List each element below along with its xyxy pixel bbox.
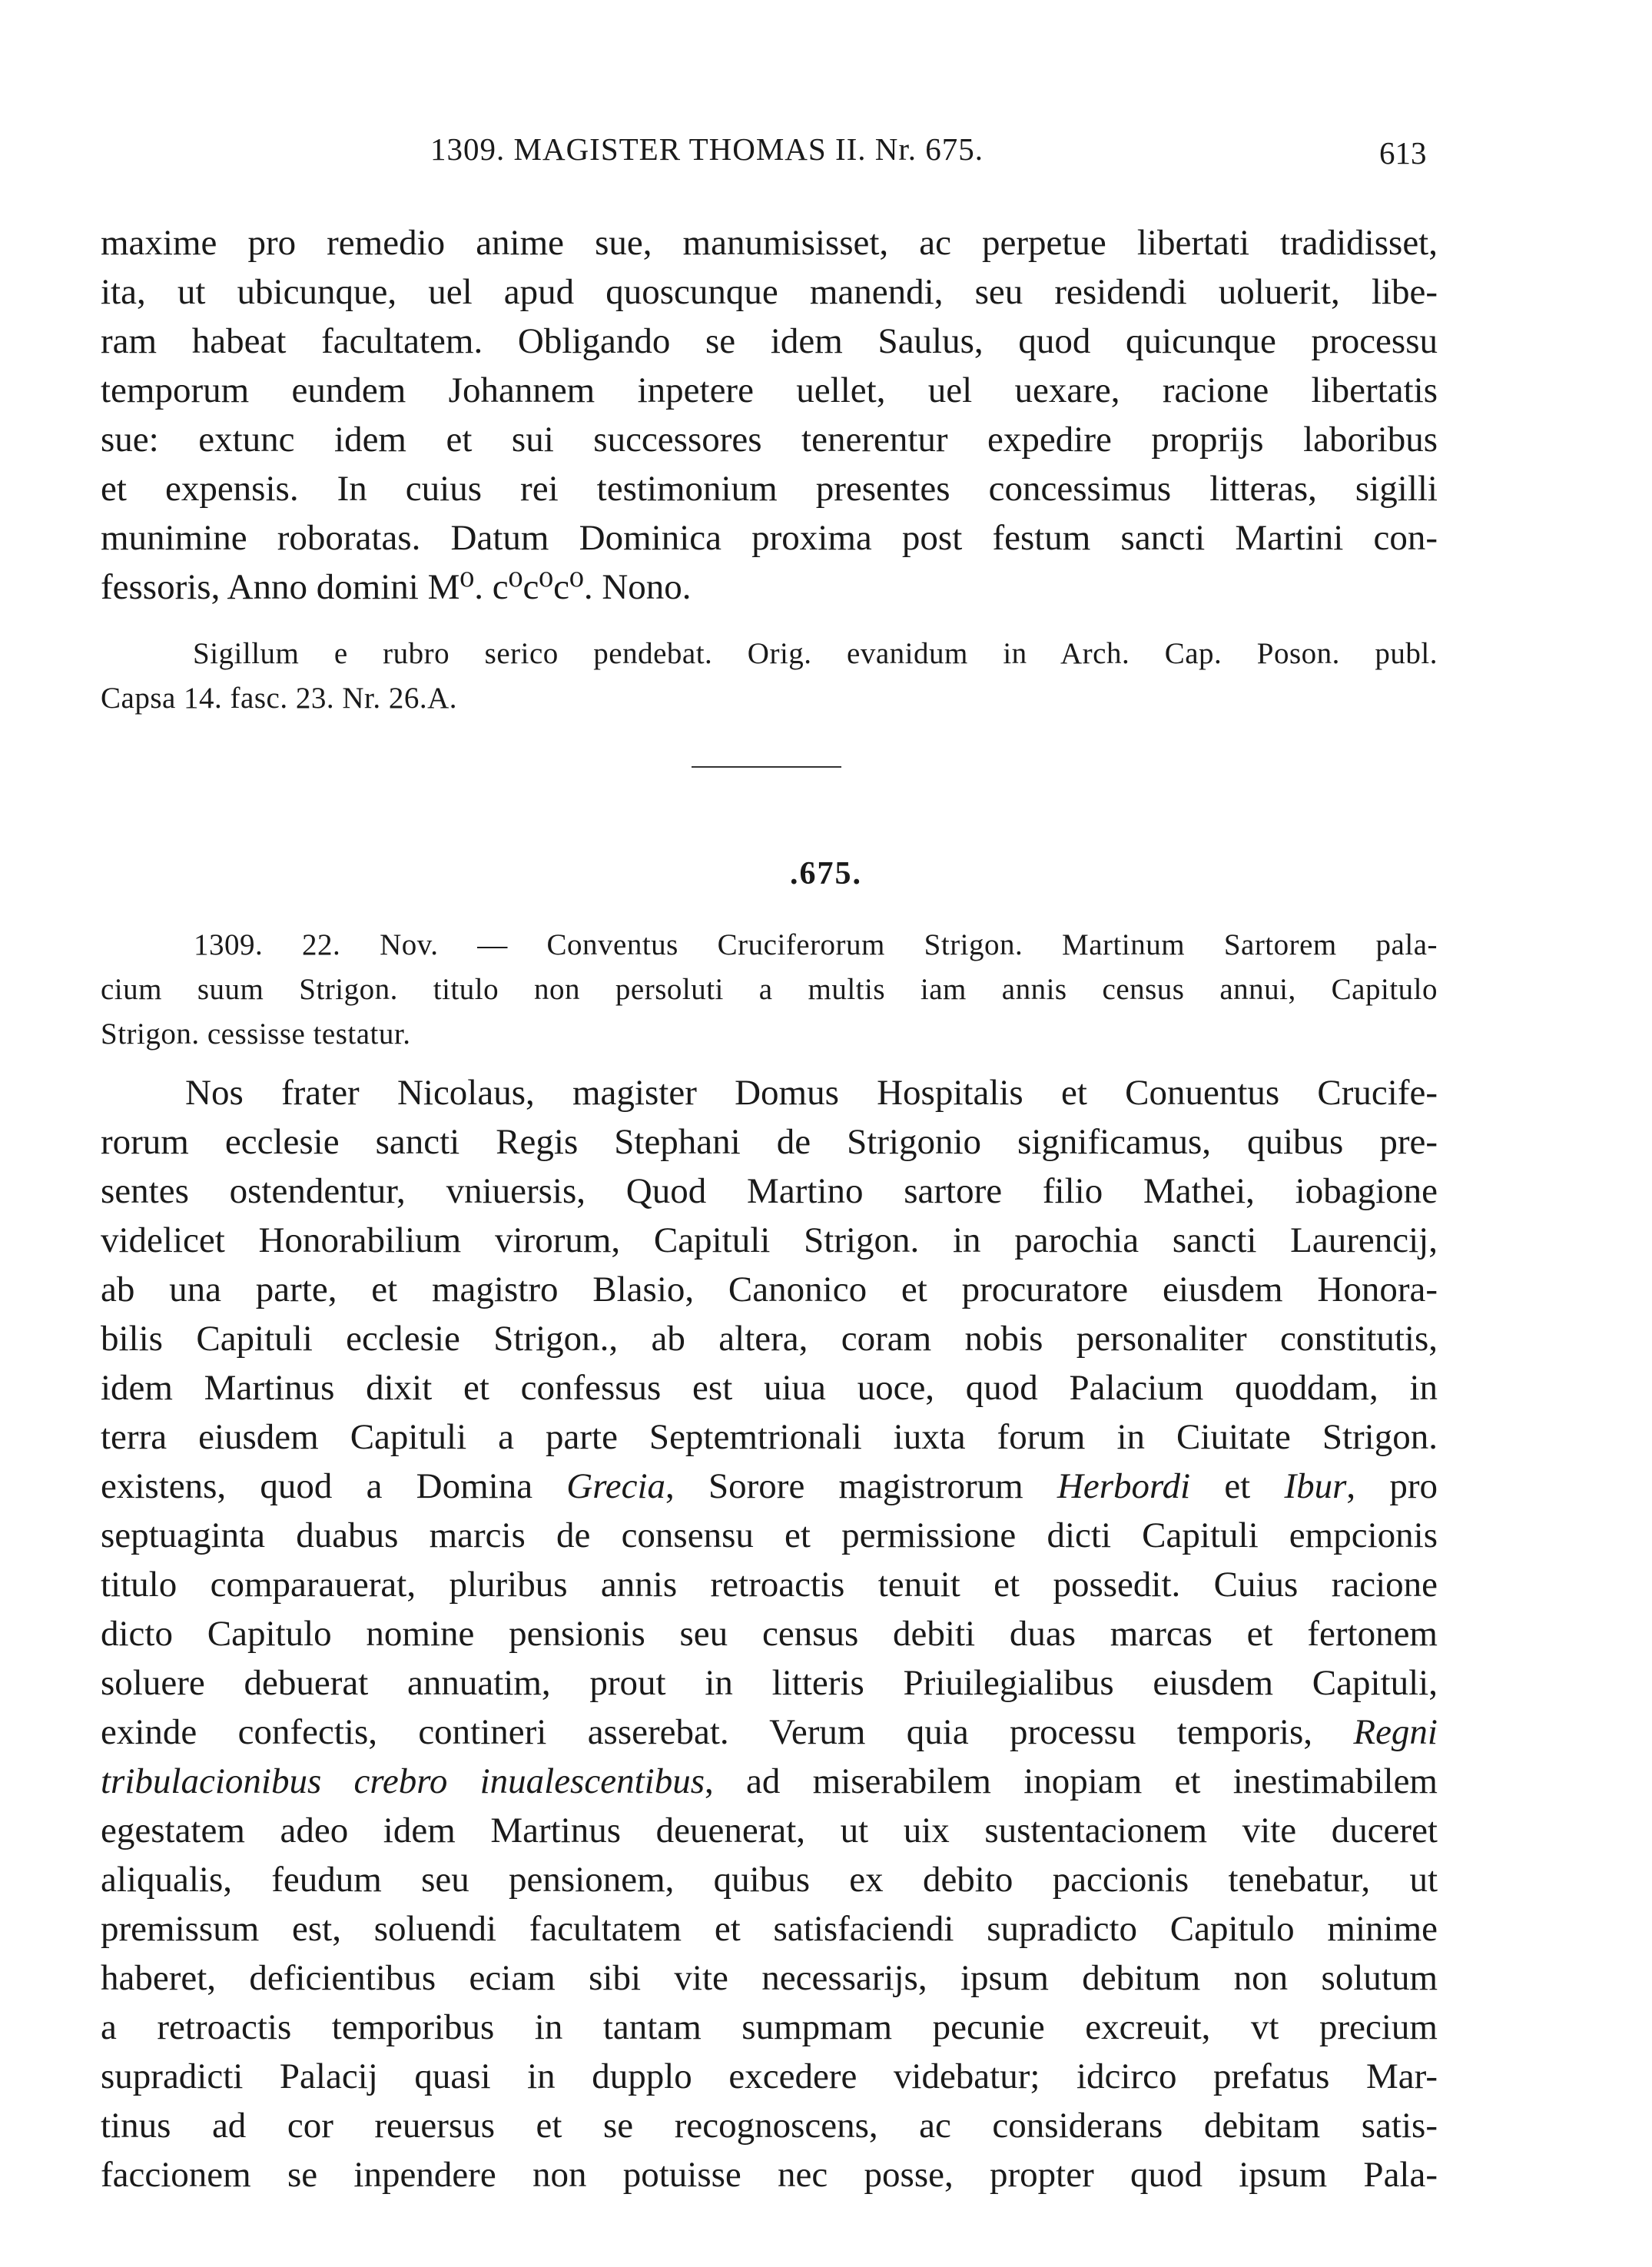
source-note bbox=[101, 632, 1438, 721]
text-line: supradicti Palacij quasi in dupplo excedere videbatur; idcirco prefatus Mar- bbox=[101, 2056, 1438, 2096]
running-head: 1309. MAGISTER THOMAS II. Nr. 675. bbox=[430, 131, 984, 167]
text-line: munimine roboratas. Datum Dominica proxima post festum sancti Martini con- bbox=[101, 518, 1438, 558]
text-segment: , ad miserabilem inopiam et inestimabilem bbox=[704, 1761, 1438, 1801]
text-line: ita, ut ubicunque, uel apud quoscunque manendi, seu residendi uoluerit, libe- bbox=[101, 272, 1438, 312]
text-segment: existens, quod a Domina bbox=[101, 1466, 533, 1506]
text-segment: et bbox=[1224, 1466, 1251, 1506]
text-line: videlicet Honorabilium virorum, Capituli Strigon. in parochia sancti Laurencij, bbox=[101, 1220, 1438, 1260]
text-line: egestatem adeo idem Martinus deuenerat, ut uix sustentacionem vite duceret bbox=[101, 1811, 1438, 1850]
text-line: tinus ad cor reuersus et se recognoscens, ac considerans debitam satis- bbox=[101, 2106, 1438, 2146]
text-line: aliqualis, feudum seu pensionem, quibus ex debito paccionis tenebatur, ut bbox=[101, 1860, 1438, 1900]
text-line: et expensis. In cuius rei testimonium presentes concessimus litteras, sigilli bbox=[101, 469, 1438, 509]
text-line: dicto Capitulo nomine pensionis seu census debiti duas marcas et fertonem bbox=[101, 1614, 1438, 1654]
summary-line: cium suum Strigon. titulo non persoluti a multis iam annis census annui, Capitulo bbox=[101, 973, 1438, 1006]
text-segment: exinde confectis, contineri asserebat. Verum quia processu temporis, bbox=[101, 1712, 1313, 1752]
text-line: sentes ostendentur, vniuersis, Quod Martino sartore filio Mathei, iobagione bbox=[101, 1171, 1438, 1211]
text-segment: , Sorore magistrorum bbox=[665, 1466, 1023, 1506]
text-line: premissum est, soluendi facultatem et satisfaciendi supradicto Capitulo minime bbox=[101, 1909, 1438, 1949]
text-line: rorum ecclesie sancti Regis Stephani de Strigonio significamus, quibus pre- bbox=[101, 1122, 1438, 1162]
document-number: .675. bbox=[790, 856, 862, 891]
text-line: ab una parte, et magistro Blasio, Canonico et procuratore eiusdem Honora- bbox=[101, 1270, 1438, 1309]
section-divider bbox=[692, 766, 841, 768]
text-line bbox=[101, 1708, 1438, 1757]
text-line: idem Martinus dixit et confessus est uiua uoce, quod Palacium quoddam, in bbox=[101, 1368, 1438, 1408]
italic-name: Grecia bbox=[566, 1466, 666, 1506]
document-summary bbox=[101, 923, 1438, 1057]
text-line bbox=[101, 1462, 1438, 1511]
italic-phrase: tribulacionibus crebro inualescentibus bbox=[101, 1761, 705, 1801]
italic-name: Herbordi bbox=[1057, 1466, 1191, 1506]
text-line: bilis Capituli ecclesie Strigon., ab altera, coram nobis personaliter constitutis, bbox=[101, 1319, 1438, 1359]
charter-text bbox=[101, 1068, 1438, 2199]
text-line: soluere debuerat annuatim, prout in litteris Priuilegialibus eiusdem Capituli, bbox=[101, 1663, 1438, 1703]
text-line: faccionem se inpendere non potuisse nec posse, propter quod ipsum Pala- bbox=[101, 2155, 1438, 2195]
text-segment: , pro bbox=[1346, 1466, 1438, 1506]
text-line bbox=[101, 1757, 1438, 1806]
continuation-text bbox=[101, 218, 1438, 612]
summary-line: Strigon. cessisse testatur. bbox=[101, 1017, 411, 1051]
text-line: Nos frater Nicolaus, magister Domus Hospitalis et Conuentus Crucife- bbox=[185, 1073, 1438, 1113]
text-line: sue: extunc idem et sui successores tenerentur expedire proprijs laboribus bbox=[101, 420, 1438, 460]
text-line: a retroactis temporibus in tantam sumpmam pecunie excreuit, vt precium bbox=[101, 2007, 1438, 2047]
page-number: 613 bbox=[1379, 135, 1427, 171]
italic-phrase: Regni bbox=[1353, 1712, 1438, 1752]
text-line: septuaginta duabus marcis de consensu et permissione dicti Capituli empcionis bbox=[101, 1515, 1438, 1555]
text-line: ram habeat facultatem. Obligando se idem Saulus, quod quicunque processu bbox=[101, 321, 1438, 361]
summary-line: 1309. 22. Nov. — Conventus Cruciferorum Strigon. Martinum Sartorem pala- bbox=[194, 928, 1438, 961]
text-line: haberet, deficientibus eciam sibi vite necessarijs, ipsum debitum non solutum bbox=[101, 1958, 1438, 1998]
text-line: maxime pro remedio anime sue, manumisisset, ac perpetue libertati tradidisset, bbox=[101, 223, 1438, 263]
note-line: Capsa 14. fasc. 23. Nr. 26.A. bbox=[101, 682, 458, 715]
text-line: fessoris, Anno domini M⁰. c⁰c⁰c⁰. Nono. bbox=[101, 567, 692, 607]
text-line: titulo comparauerat, pluribus annis retroactis tenuit et possedit. Cuius racione bbox=[101, 1565, 1438, 1605]
text-line: temporum eundem Johannem inpetere uellet, uel uexare, racione libertatis bbox=[101, 370, 1438, 410]
note-line: Sigillum e rubro serico pendebat. Orig. evanidum in Arch. Cap. Poson. publ. bbox=[193, 637, 1438, 670]
italic-name: Ibur bbox=[1284, 1466, 1347, 1506]
text-line: terra eiusdem Capituli a parte Septemtrionali iuxta forum in Ciuitate Strigon. bbox=[101, 1417, 1438, 1457]
